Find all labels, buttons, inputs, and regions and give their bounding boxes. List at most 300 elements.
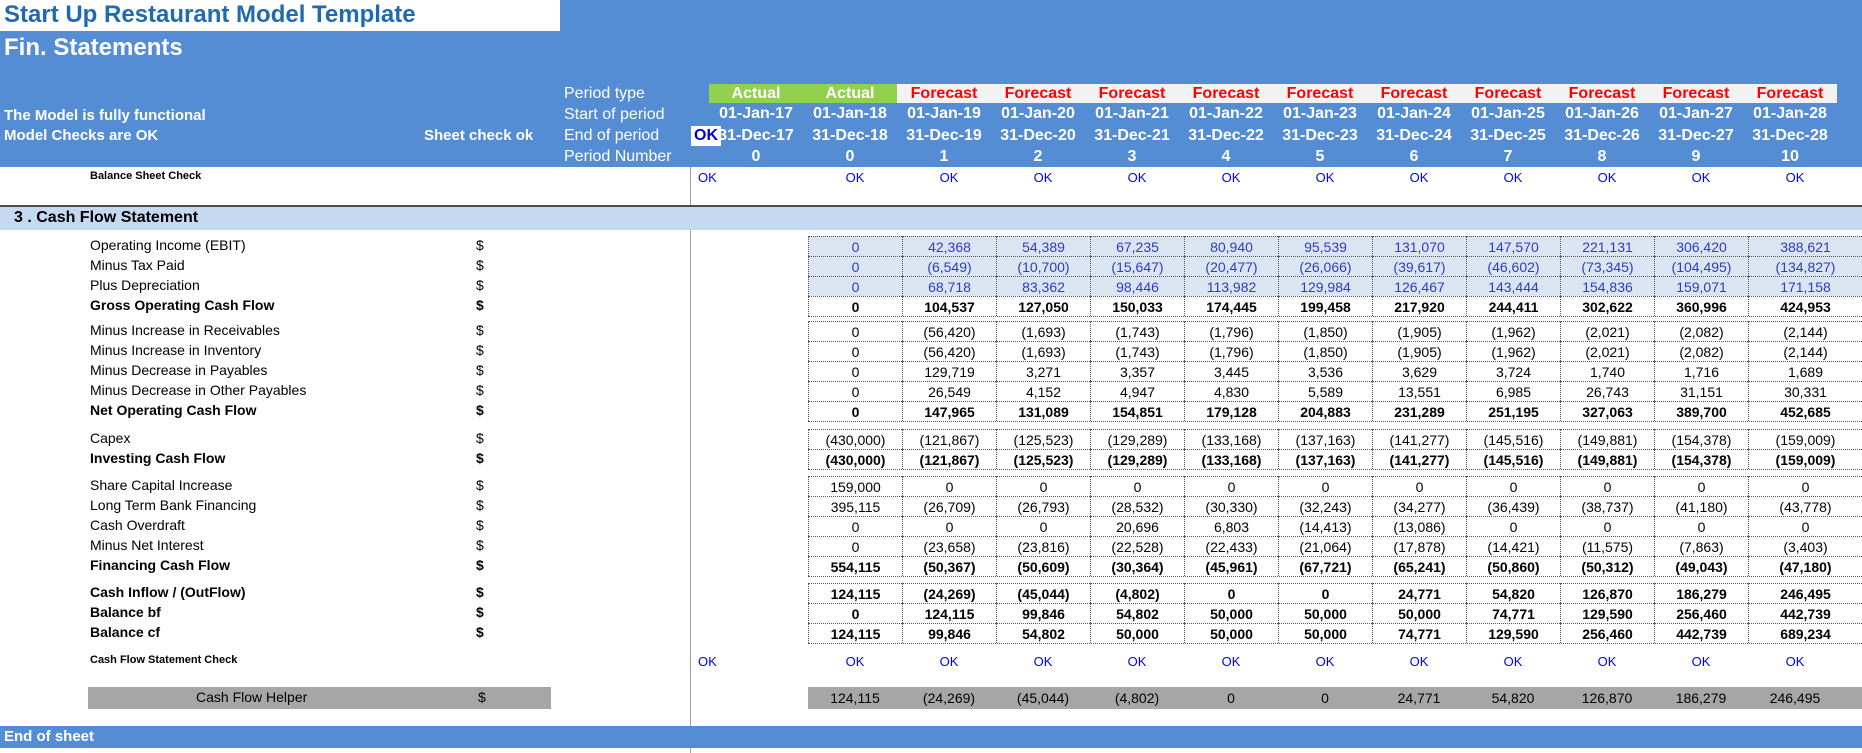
end-of-period-cell: 31-Dec-20 [1000, 127, 1076, 144]
table-cell: 0 [1748, 516, 1862, 536]
table-cell: 0 [1090, 476, 1184, 496]
table-cell: (39,617) [1372, 256, 1466, 276]
status-functional: The Model is fully functional [4, 107, 206, 124]
table-cell: 1,689 [1748, 361, 1862, 381]
check-ok-cell: OK [1033, 170, 1053, 185]
table-cell: (41,180) [1654, 496, 1748, 516]
check-ok-cell: OK [1127, 654, 1147, 669]
table-cell: 0 [1654, 476, 1748, 496]
table-cell: (121,867) [902, 429, 996, 449]
row-unit: $ [476, 362, 484, 378]
table-cell: 1,716 [1654, 361, 1748, 381]
table-cell: 179,128 [1184, 401, 1278, 421]
table-cell: (1,743) [1090, 321, 1184, 341]
title-box [0, 0, 560, 31]
table-cell: (129,289) [1090, 449, 1184, 469]
table-cell: 174,445 [1184, 296, 1278, 316]
table-cell: 126,467 [1372, 276, 1466, 296]
check-ok-cell: OK [1691, 654, 1711, 669]
helper-cell: 24,771 [1397, 690, 1441, 706]
table-cell: 0 [996, 516, 1090, 536]
table-cell: 360,996 [1654, 296, 1748, 316]
start-of-period-label: Start of period [564, 106, 665, 123]
period-type-cell: Forecast [1743, 84, 1837, 103]
table-cell: (45,961) [1184, 556, 1278, 576]
table-cell: (1,962) [1466, 321, 1560, 341]
table-cell: 104,537 [902, 296, 996, 316]
row-label: Cash Inflow / (OutFlow) [90, 584, 246, 600]
table-cell: (430,000) [808, 429, 902, 449]
table-cell: (104,495) [1654, 256, 1748, 276]
check-ok-cell: OK [939, 654, 959, 669]
table-cell: 0 [1748, 476, 1862, 496]
row-unit: $ [476, 624, 484, 640]
table-cell: (121,867) [902, 449, 996, 469]
start-of-period-cell: 01-Jan-24 [1377, 105, 1451, 122]
period-type-cell: Forecast [1085, 84, 1179, 103]
table-cell: (36,439) [1466, 496, 1560, 516]
balance-check-first-ok: OK [698, 170, 717, 185]
check-ok-cell: OK [1315, 170, 1335, 185]
table-cell: (2,021) [1560, 341, 1654, 361]
table-cell: (137,163) [1278, 449, 1372, 469]
table-cell: (2,021) [1560, 321, 1654, 341]
section-header [0, 205, 1862, 230]
table-cell: 54,802 [996, 623, 1090, 643]
table-cell: (38,737) [1560, 496, 1654, 516]
table-cell: (17,878) [1372, 536, 1466, 556]
table-cell: (1,796) [1184, 321, 1278, 341]
table-cell: 150,033 [1090, 296, 1184, 316]
table-cell: 388,621 [1748, 236, 1862, 256]
table-cell: 24,771 [1372, 583, 1466, 603]
check-ok-cell: OK [845, 654, 865, 669]
table-cell: 154,836 [1560, 276, 1654, 296]
table-cell: (129,289) [1090, 429, 1184, 449]
table-cell: 129,984 [1278, 276, 1372, 296]
end-of-period-cell: 31-Dec-22 [1188, 127, 1264, 144]
row-label: Gross Operating Cash Flow [90, 297, 275, 313]
table-cell: (43,778) [1748, 496, 1862, 516]
table-cell: (145,516) [1466, 449, 1560, 469]
table-cell: (23,816) [996, 536, 1090, 556]
row-unit: $ [476, 342, 484, 358]
period-number-cell: 2 [1033, 148, 1043, 165]
table-cell: 0 [808, 603, 902, 623]
check-ok-cell: OK [1597, 170, 1617, 185]
table-cell: 0 [808, 256, 902, 276]
page-title: Start Up Restaurant Model Template [4, 1, 416, 28]
row-unit: $ [476, 604, 484, 620]
row-unit: $ [476, 430, 484, 446]
end-of-period-cell: 31-Dec-21 [1094, 127, 1170, 144]
table-cell: 99,846 [996, 603, 1090, 623]
table-cell: 171,158 [1748, 276, 1862, 296]
helper-cell: 0 [1227, 690, 1235, 706]
row-unit: $ [476, 517, 484, 533]
table-cell: 20,696 [1090, 516, 1184, 536]
table-cell: 143,444 [1466, 276, 1560, 296]
table-cell: 95,539 [1278, 236, 1372, 256]
table-cell: 1,740 [1560, 361, 1654, 381]
table-cell: 67,235 [1090, 236, 1184, 256]
block-bottom-border [808, 469, 1862, 470]
table-cell: 0 [1560, 516, 1654, 536]
table-cell: (1,693) [996, 341, 1090, 361]
row-label: Minus Decrease in Payables [90, 362, 268, 378]
end-of-period-cell: 31-Dec-18 [812, 127, 888, 144]
start-of-period-cell: 01-Jan-26 [1565, 105, 1639, 122]
table-cell: (50,609) [996, 556, 1090, 576]
helper-label-bar [88, 687, 551, 709]
table-cell: 3,629 [1372, 361, 1466, 381]
table-cell: (2,144) [1748, 321, 1862, 341]
table-cell: (65,241) [1372, 556, 1466, 576]
table-cell: (1,962) [1466, 341, 1560, 361]
table-cell: 0 [808, 516, 902, 536]
helper-cell: 126,870 [1581, 690, 1633, 706]
table-cell: 0 [1560, 476, 1654, 496]
period-type-cell: Forecast [1461, 84, 1555, 103]
table-cell: 147,570 [1466, 236, 1560, 256]
table-cell: 327,063 [1560, 401, 1654, 421]
table-cell: (154,378) [1654, 449, 1748, 469]
table-cell: 3,271 [996, 361, 1090, 381]
table-cell: 42,368 [902, 236, 996, 256]
check-ok-cell: OK [845, 170, 865, 185]
row-unit: $ [476, 450, 484, 466]
table-cell: 113,982 [1184, 276, 1278, 296]
period-type-cell: Forecast [991, 84, 1085, 103]
block-bottom-border [808, 643, 1862, 644]
period-number-cell: 4 [1221, 148, 1231, 165]
table-cell: 159,071 [1654, 276, 1748, 296]
row-unit: $ [476, 237, 484, 253]
period-number-cell: 8 [1597, 148, 1607, 165]
start-of-period-cell: 01-Jan-25 [1471, 105, 1545, 122]
table-cell: 124,115 [808, 583, 902, 603]
table-cell: 54,820 [1466, 583, 1560, 603]
check-ok-cell: OK [1503, 654, 1523, 669]
table-cell: 4,152 [996, 381, 1090, 401]
table-cell: (28,532) [1090, 496, 1184, 516]
check-ok-cell: OK [939, 170, 959, 185]
table-cell: 50,000 [1278, 623, 1372, 643]
table-cell: 0 [808, 296, 902, 316]
table-cell: 83,362 [996, 276, 1090, 296]
table-cell: 3,445 [1184, 361, 1278, 381]
table-cell: (73,345) [1560, 256, 1654, 276]
table-cell: 147,965 [902, 401, 996, 421]
sheet-ok-box[interactable]: OK [691, 126, 721, 146]
check-ok-cell: OK [1409, 170, 1429, 185]
table-cell: 129,590 [1560, 603, 1654, 623]
table-cell: 50,000 [1184, 603, 1278, 623]
table-cell: 302,622 [1560, 296, 1654, 316]
table-cell: (14,413) [1278, 516, 1372, 536]
table-cell: 389,700 [1654, 401, 1748, 421]
table-cell: (2,082) [1654, 341, 1748, 361]
helper-unit: $ [478, 689, 486, 705]
row-label: Financing Cash Flow [90, 557, 231, 573]
sheet-check-label: Sheet check ok [424, 127, 534, 144]
table-cell: (159,009) [1748, 429, 1862, 449]
block-bottom-border [808, 316, 1862, 317]
start-of-period-cell: 01-Jan-28 [1753, 105, 1827, 122]
table-cell: 3,724 [1466, 361, 1560, 381]
row-label: Minus Tax Paid [90, 257, 185, 273]
table-cell: (149,881) [1560, 449, 1654, 469]
row-unit: $ [476, 557, 484, 573]
table-cell: 0 [1372, 476, 1466, 496]
table-cell: 26,743 [1560, 381, 1654, 401]
check-ok-cell: OK [1127, 170, 1147, 185]
table-cell: (24,269) [902, 583, 996, 603]
cf-check-first-ok: OK [698, 654, 717, 669]
table-cell: (2,082) [1654, 321, 1748, 341]
table-cell: (49,043) [1654, 556, 1748, 576]
table-cell: 74,771 [1466, 603, 1560, 623]
table-cell: 0 [1184, 583, 1278, 603]
row-unit: $ [476, 477, 484, 493]
table-cell: 26,549 [902, 381, 996, 401]
row-label: Operating Income (EBIT) [90, 237, 246, 253]
table-cell: 217,920 [1372, 296, 1466, 316]
period-number-label: Period Number [564, 148, 672, 165]
start-of-period-cell: 01-Jan-22 [1189, 105, 1263, 122]
table-cell: 0 [1184, 476, 1278, 496]
row-label: Cash Overdraft [90, 517, 185, 533]
table-cell: 124,115 [808, 623, 902, 643]
row-unit: $ [476, 584, 484, 600]
table-cell: 186,279 [1654, 583, 1748, 603]
period-type-cell: Forecast [897, 84, 991, 103]
table-cell: 442,739 [1654, 623, 1748, 643]
row-label: Net Operating Cash Flow [90, 402, 257, 418]
table-cell: (67,721) [1278, 556, 1372, 576]
table-cell: 0 [1466, 476, 1560, 496]
table-cell: (46,602) [1466, 256, 1560, 276]
table-cell: (2,144) [1748, 341, 1862, 361]
table-cell: 221,131 [1560, 236, 1654, 256]
table-cell: (50,312) [1560, 556, 1654, 576]
end-of-period-cell: 31-Dec-19 [906, 127, 982, 144]
period-number-cell: 1 [939, 148, 949, 165]
table-cell: (50,367) [902, 556, 996, 576]
table-cell: (125,523) [996, 449, 1090, 469]
check-ok-cell: OK [1597, 654, 1617, 669]
period-number-cell: 7 [1503, 148, 1513, 165]
row-label: Investing Cash Flow [90, 450, 226, 466]
table-cell: (159,009) [1748, 449, 1862, 469]
table-cell: (32,243) [1278, 496, 1372, 516]
section-title: 3 . Cash Flow Statement [14, 209, 199, 226]
table-cell: (4,802) [1090, 583, 1184, 603]
table-cell: 0 [1278, 583, 1372, 603]
period-number-cell: 0 [845, 148, 855, 165]
table-cell: 442,739 [1748, 603, 1862, 623]
table-cell: 0 [808, 341, 902, 361]
table-cell: 0 [808, 381, 902, 401]
table-cell: 129,590 [1466, 623, 1560, 643]
table-cell: 231,289 [1372, 401, 1466, 421]
table-cell: (141,277) [1372, 429, 1466, 449]
end-of-period-cell: 31-Dec-26 [1564, 127, 1640, 144]
period-type-cell: Forecast [1555, 84, 1649, 103]
period-number-cell: 0 [751, 148, 761, 165]
period-type-label: Period type [564, 85, 645, 102]
row-label: Plus Depreciation [90, 277, 200, 293]
start-of-period-cell: 01-Jan-21 [1095, 105, 1169, 122]
end-of-period-label: End of period [564, 127, 660, 144]
helper-cell: 246,495 [1769, 690, 1821, 706]
table-cell: 0 [808, 276, 902, 296]
table-cell: (1,743) [1090, 341, 1184, 361]
table-cell: (7,863) [1654, 536, 1748, 556]
table-cell: 5,589 [1278, 381, 1372, 401]
row-label: Minus Decrease in Other Payables [90, 382, 307, 398]
table-cell: 6,803 [1184, 516, 1278, 536]
table-cell: 256,460 [1654, 603, 1748, 623]
table-cell: (56,420) [902, 341, 996, 361]
row-label: Long Term Bank Financing [90, 497, 257, 513]
row-unit: $ [476, 382, 484, 398]
table-cell: 4,947 [1090, 381, 1184, 401]
table-cell: 554,115 [808, 556, 902, 576]
status-checks: Model Checks are OK [4, 127, 159, 144]
row-label: Balance bf [90, 604, 161, 620]
table-cell: 0 [808, 236, 902, 256]
table-cell: 3,536 [1278, 361, 1372, 381]
table-cell: 0 [808, 401, 902, 421]
table-cell: 0 [1278, 476, 1372, 496]
table-cell: (34,277) [1372, 496, 1466, 516]
sheet-header [0, 0, 1862, 167]
table-cell: 0 [808, 321, 902, 341]
period-type-cell: Forecast [1179, 84, 1273, 103]
table-cell: (50,860) [1466, 556, 1560, 576]
helper-cell: (24,269) [922, 690, 976, 706]
table-cell: (1,850) [1278, 341, 1372, 361]
row-label: Minus Increase in Inventory [90, 342, 262, 358]
check-ok-cell: OK [1221, 654, 1241, 669]
table-cell: 4,830 [1184, 381, 1278, 401]
table-cell: 251,195 [1466, 401, 1560, 421]
table-cell: 50,000 [1184, 623, 1278, 643]
row-label: Minus Net Interest [90, 537, 204, 553]
sheet-subtitle: Fin. Statements [4, 34, 183, 61]
table-cell: 154,851 [1090, 401, 1184, 421]
table-cell: (22,528) [1090, 536, 1184, 556]
table-cell: (23,658) [902, 536, 996, 556]
helper-label: Cash Flow Helper [196, 689, 308, 705]
table-cell: 99,846 [902, 623, 996, 643]
table-cell: 13,551 [1372, 381, 1466, 401]
table-cell: (30,364) [1090, 556, 1184, 576]
table-cell: 244,411 [1466, 296, 1560, 316]
start-of-period-cell: 01-Jan-27 [1659, 105, 1733, 122]
table-cell: (133,168) [1184, 429, 1278, 449]
period-type-cell: Forecast [1649, 84, 1743, 103]
table-cell: 0 [902, 476, 996, 496]
block-bottom-border [808, 421, 1862, 422]
check-ok-cell: OK [1033, 654, 1053, 669]
helper-cell: 124,115 [830, 690, 880, 706]
table-cell: 126,870 [1560, 583, 1654, 603]
balance-sheet-check-label: Balance Sheet Check [90, 170, 202, 182]
start-of-period-cell: 01-Jan-19 [907, 105, 981, 122]
table-cell: 6,985 [1466, 381, 1560, 401]
table-cell: 50,000 [1278, 603, 1372, 623]
check-ok-cell: OK [1785, 654, 1805, 669]
table-cell: 80,940 [1184, 236, 1278, 256]
table-cell: 395,115 [808, 496, 902, 516]
row-unit: $ [476, 297, 484, 313]
period-number-cell: 9 [1691, 148, 1701, 165]
table-cell: 30,331 [1748, 381, 1862, 401]
table-cell: 131,089 [996, 401, 1090, 421]
table-cell: 50,000 [1372, 603, 1466, 623]
check-ok-cell: OK [1315, 654, 1335, 669]
start-of-period-cell: 01-Jan-23 [1283, 105, 1357, 122]
table-cell: 31,151 [1654, 381, 1748, 401]
table-cell: (30,330) [1184, 496, 1278, 516]
table-cell: (430,000) [808, 449, 902, 469]
table-cell: (1,905) [1372, 341, 1466, 361]
end-of-period-cell: 31-Dec-17 [718, 127, 794, 144]
row-label: Balance cf [90, 624, 161, 640]
table-cell: 0 [808, 536, 902, 556]
table-cell: 0 [902, 516, 996, 536]
period-number-cell: 5 [1315, 148, 1325, 165]
end-of-period-cell: 31-Dec-28 [1752, 127, 1828, 144]
end-of-period-cell: 31-Dec-23 [1282, 127, 1358, 144]
table-cell: 199,458 [1278, 296, 1372, 316]
row-unit: $ [476, 497, 484, 513]
table-cell: (26,709) [902, 496, 996, 516]
table-cell: 127,050 [996, 296, 1090, 316]
table-cell: (13,086) [1372, 516, 1466, 536]
table-cell: (45,044) [996, 583, 1090, 603]
helper-cell: 54,820 [1491, 690, 1535, 706]
row-unit: $ [476, 257, 484, 273]
row-unit: $ [476, 402, 484, 418]
table-cell: 54,802 [1090, 603, 1184, 623]
table-cell: (3,403) [1748, 536, 1862, 556]
table-cell: (125,523) [996, 429, 1090, 449]
period-number-cell: 3 [1127, 148, 1137, 165]
table-cell: 124,115 [902, 603, 996, 623]
table-cell: 424,953 [1748, 296, 1862, 316]
period-type-cell: Forecast [1367, 84, 1461, 103]
table-cell: 0 [808, 361, 902, 381]
table-cell: (141,277) [1372, 449, 1466, 469]
period-type-cell: Forecast [1273, 84, 1367, 103]
start-of-period-cell: 01-Jan-18 [813, 105, 887, 122]
table-cell: 0 [996, 476, 1090, 496]
row-label: Minus Increase in Receivables [90, 322, 280, 338]
table-cell: 131,070 [1372, 236, 1466, 256]
period-type-cell: Actual [803, 84, 897, 103]
table-cell: (149,881) [1560, 429, 1654, 449]
table-cell: 50,000 [1090, 623, 1184, 643]
table-cell: 159,000 [808, 476, 902, 496]
table-cell: (1,905) [1372, 321, 1466, 341]
end-of-period-cell: 31-Dec-24 [1376, 127, 1452, 144]
table-cell: (56,420) [902, 321, 996, 341]
row-unit: $ [476, 322, 484, 338]
table-cell: 74,771 [1372, 623, 1466, 643]
